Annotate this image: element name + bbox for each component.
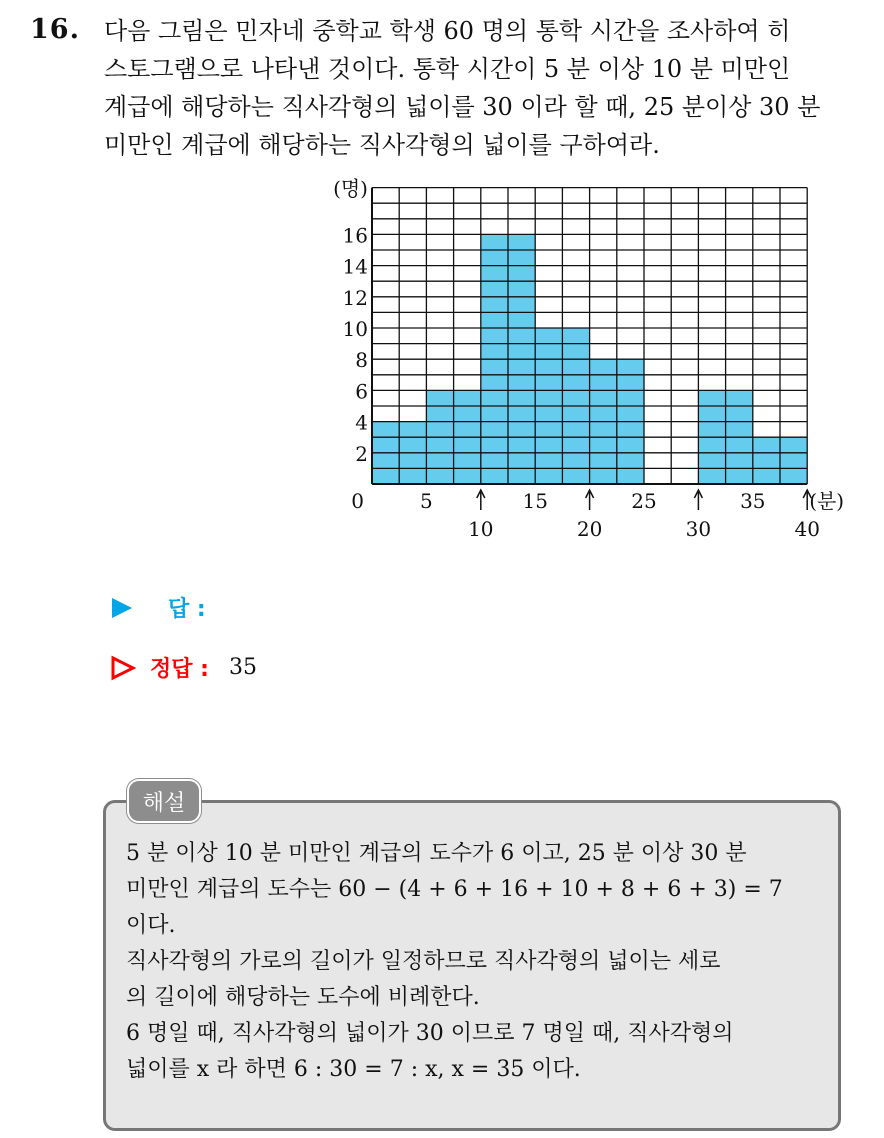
explanation-text xyxy=(126,836,826,1088)
explanation-line: 직사각형의 가로의 길이가 일정하므로 직사각형의 넓이는 세로 xyxy=(126,949,721,974)
x-tick-label: 20 xyxy=(576,517,603,541)
x-tick-label: 15 xyxy=(522,489,548,513)
x-tick-label: 10 xyxy=(468,517,494,541)
explanation-line: 넓이를 x 라 하면 6 : 30 = 7 : x, x = 35 이다. xyxy=(126,1057,581,1082)
y-tick-label: 12 xyxy=(342,285,368,310)
x-tick-label: 40 xyxy=(794,517,820,541)
x-tick-label: 0 xyxy=(351,489,364,513)
y-tick-label: 16 xyxy=(342,223,368,248)
outline-triangle-icon xyxy=(110,655,136,681)
answer-label: 답 : xyxy=(168,597,206,622)
question-line: 미만인 계급에 해당하는 직사각형의 넓이를 구하여라. xyxy=(104,131,660,159)
question-line: 계급에 해당하는 직사각형의 넓이를 30 이라 할 때, 25 분이상 30 분 xyxy=(104,93,821,121)
explanation-line: 미만인 계급의 도수는 60 − (4 + 6 + 16 + 10 + 8 + 6 + 3) = 7 xyxy=(126,877,783,902)
play-triangle-icon xyxy=(110,596,134,620)
explanation-line: 6 명일 때, 직사각형의 넓이가 30 이므로 7 명일 때, 직사각형의 xyxy=(126,1021,734,1046)
x-tick-label: 5 xyxy=(420,489,433,513)
y-tick-label: 8 xyxy=(355,348,368,373)
x-tick-label: 35 xyxy=(740,489,766,513)
y-tick-label: 2 xyxy=(355,441,368,466)
y-tick-label: 4 xyxy=(355,410,368,435)
y-tick-label: 14 xyxy=(342,254,368,279)
histogram xyxy=(300,176,845,555)
x-tick-label: 30 xyxy=(685,517,712,541)
explanation-line: 5 분 이상 10 분 미만인 계급의 도수가 6 이고, 25 분 이상 30 분 xyxy=(126,841,747,866)
correct-answer-row xyxy=(110,652,257,683)
x-axis-label: (분) xyxy=(809,489,845,513)
explanation-tag: 해설 xyxy=(127,779,201,823)
y-axis-label: (명) xyxy=(333,176,368,201)
question-line: 다음 그림은 민자네 중학교 학생 60 명의 통학 시간을 조사하여 히 xyxy=(104,17,791,45)
x-tick-label: 25 xyxy=(631,489,657,513)
question-text xyxy=(104,12,859,164)
question-line: 스토그램으로 나타낸 것이다. 통학 시간이 5 분 이상 10 분 미만인 xyxy=(104,55,791,83)
answer-row xyxy=(110,592,226,623)
correct-answer-value: 35 xyxy=(228,655,257,680)
question-number: 16. xyxy=(30,14,80,45)
explanation-line: 이다. xyxy=(126,913,176,938)
y-tick-label: 6 xyxy=(355,379,368,404)
correct-answer-label: 정답 : xyxy=(150,657,209,682)
explanation-line: 의 길이에 해당하는 도수에 비례한다. xyxy=(126,985,480,1010)
y-tick-label: 10 xyxy=(342,317,368,341)
